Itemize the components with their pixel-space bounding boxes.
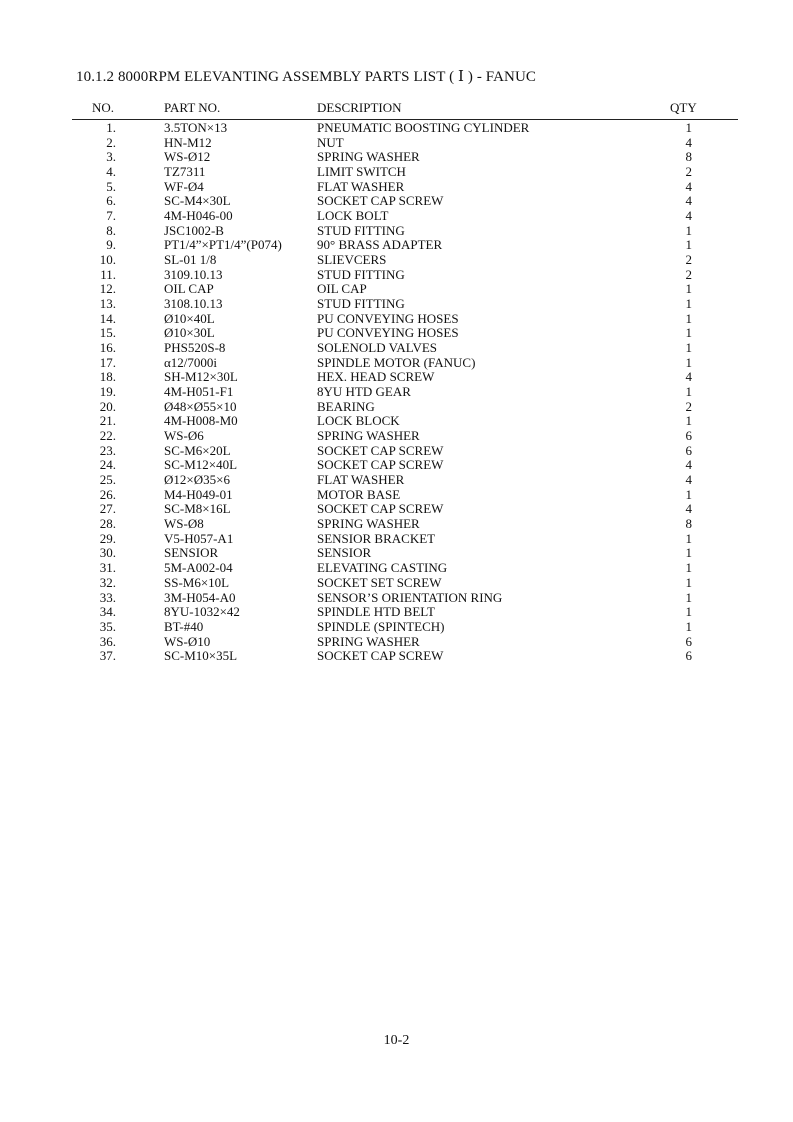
header-part-no: PART NO.	[164, 100, 221, 115]
part-number: PHS520S-8	[164, 340, 226, 356]
description: SPRING WASHER	[317, 428, 420, 444]
description: STUD FITTING	[317, 222, 405, 238]
quantity: 6	[685, 633, 692, 649]
description: PU CONVEYING HOSES	[317, 310, 459, 326]
row-number: 13.	[99, 296, 116, 312]
part-number: HN-M12	[164, 134, 212, 150]
row-number: 20.	[99, 398, 116, 414]
part-number: TZ7311	[164, 164, 206, 180]
table-row	[0, 326, 793, 341]
table-row	[0, 136, 793, 151]
description: SENSIOR	[317, 545, 372, 561]
table-row	[0, 473, 793, 488]
table-row	[0, 591, 793, 606]
description: STUD FITTING	[317, 266, 405, 282]
table-row	[0, 488, 793, 503]
table-row	[0, 238, 793, 253]
description: SOCKET CAP SCREW	[317, 193, 444, 209]
quantity: 1	[685, 560, 692, 576]
description: LIMIT SWITCH	[317, 164, 406, 180]
description: FLAT WASHER	[317, 472, 405, 488]
description: SPINDLE (SPINTECH)	[317, 618, 445, 634]
header-qty: QTY	[670, 100, 697, 115]
description: LOCK BLOCK	[317, 413, 400, 429]
part-number: 8YU-1032×42	[164, 604, 240, 620]
row-number: 6.	[106, 193, 116, 209]
table-row	[0, 576, 793, 591]
part-number: 3108.10.13	[164, 296, 223, 312]
part-number: Ø12×Ø35×6	[164, 472, 230, 488]
quantity: 4	[685, 501, 692, 517]
table-row	[0, 194, 793, 209]
description: SOCKET SET SCREW	[317, 574, 442, 590]
quantity: 4	[685, 472, 692, 488]
table-row	[0, 444, 793, 459]
quantity: 1	[685, 310, 692, 326]
description: SENSOR’S ORIENTATION RING	[317, 589, 503, 605]
row-number: 31.	[99, 560, 116, 576]
table-row	[0, 414, 793, 429]
row-number: 3.	[106, 149, 116, 165]
quantity: 1	[685, 604, 692, 620]
part-number: α12/7000i	[164, 354, 218, 370]
quantity: 8	[685, 516, 692, 532]
row-number: 26.	[99, 486, 116, 502]
table-row	[0, 546, 793, 561]
row-number: 11.	[100, 266, 116, 282]
part-number: 4M-H046-00	[164, 208, 233, 224]
quantity: 1	[685, 384, 692, 400]
table-row	[0, 224, 793, 239]
part-number: SH-M12×30L	[164, 369, 238, 385]
quantity: 1	[685, 281, 692, 297]
table-row	[0, 385, 793, 400]
row-number: 17.	[99, 354, 116, 370]
table-row	[0, 370, 793, 385]
quantity: 4	[685, 208, 692, 224]
description: SOLENOLD VALVES	[317, 340, 438, 356]
part-number: SC-M6×20L	[164, 442, 231, 458]
row-number: 37.	[99, 648, 116, 664]
row-number: 1.	[106, 120, 116, 135]
quantity: 6	[685, 648, 692, 664]
row-number: 36.	[99, 633, 116, 649]
quantity: 1	[685, 574, 692, 590]
row-number: 2.	[106, 134, 116, 150]
description: FLAT WASHER	[317, 178, 405, 194]
part-number: 3.5TON×13	[164, 120, 228, 135]
part-number: M4-H049-01	[164, 486, 233, 502]
part-number: 4M-H008-M0	[164, 413, 238, 429]
quantity: 2	[685, 398, 692, 414]
quantity: 8	[685, 149, 692, 165]
row-number: 4.	[106, 164, 116, 180]
table-row	[0, 165, 793, 180]
quantity: 1	[685, 545, 692, 561]
page-number: 10-2	[383, 1033, 410, 1048]
table-row	[0, 341, 793, 356]
description: SLIEVCERS	[317, 252, 387, 268]
row-number: 23.	[99, 442, 116, 458]
part-number: Ø10×30L	[164, 325, 215, 341]
description: SPRING WASHER	[317, 633, 420, 649]
row-number: 15.	[99, 325, 116, 341]
table-row	[0, 517, 793, 532]
row-number: 14.	[99, 310, 116, 326]
quantity: 1	[685, 530, 692, 546]
quantity: 2	[685, 164, 692, 180]
table-row	[0, 429, 793, 444]
table-row	[0, 209, 793, 224]
parts-table	[0, 121, 793, 664]
part-number: 5M-A002-04	[164, 560, 233, 576]
description: SOCKET CAP SCREW	[317, 648, 444, 664]
row-number: 27.	[99, 501, 116, 517]
quantity: 1	[685, 340, 692, 356]
part-number: SC-M4×30L	[164, 193, 231, 209]
row-number: 30.	[99, 545, 116, 561]
header-description: DESCRIPTION	[317, 100, 402, 115]
table-row	[0, 356, 793, 371]
table-row	[0, 649, 793, 664]
description: HEX. HEAD SCREW	[317, 369, 435, 385]
description: SPINDLE MOTOR (FANUC)	[317, 354, 476, 370]
table-row	[0, 150, 793, 165]
description: MOTOR BASE	[317, 486, 401, 502]
part-number: WS-Ø12	[164, 149, 211, 165]
quantity: 1	[685, 120, 692, 135]
part-number: PT1/4”×PT1/4”(P074)	[164, 237, 282, 253]
table-header	[0, 100, 793, 116]
part-number: SS-M6×10L	[164, 574, 230, 590]
page-title: 10.1.2 8000RPM ELEVANTING ASSEMBLY PARTS LIST ( Ⅰ ) - FANUC	[76, 69, 537, 85]
header-no: NO.	[92, 100, 115, 115]
part-number: WS-Ø6	[164, 428, 204, 444]
row-number: 33.	[99, 589, 116, 605]
description: 90° BRASS ADAPTER	[317, 237, 443, 253]
quantity: 1	[685, 222, 692, 238]
row-number: 10.	[99, 252, 116, 268]
quantity: 4	[685, 193, 692, 209]
part-number: SC-M8×16L	[164, 501, 231, 517]
part-number: 3M-H054-A0	[164, 589, 236, 605]
description: 8YU HTD GEAR	[317, 384, 411, 400]
row-number: 32.	[99, 574, 116, 590]
row-number: 19.	[99, 384, 116, 400]
quantity: 1	[685, 296, 692, 312]
table-row	[0, 180, 793, 195]
part-number: V5-H057-A1	[164, 530, 234, 546]
table-row	[0, 605, 793, 620]
description: STUD FITTING	[317, 296, 405, 312]
part-number: 3109.10.13	[164, 266, 223, 282]
part-number: SC-M12×40L	[164, 457, 238, 473]
row-number: 7.	[106, 208, 116, 224]
row-number: 16.	[99, 340, 116, 356]
quantity: 1	[685, 589, 692, 605]
description: SENSIOR BRACKET	[317, 530, 436, 546]
part-number: SENSIOR	[164, 545, 219, 561]
quantity: 6	[685, 442, 692, 458]
table-row	[0, 561, 793, 576]
quantity: 1	[685, 618, 692, 634]
description: NUT	[317, 134, 344, 150]
description: PU CONVEYING HOSES	[317, 325, 459, 341]
quantity: 4	[685, 457, 692, 473]
row-number: 8.	[106, 222, 116, 238]
row-number: 21.	[99, 413, 116, 429]
table-row	[0, 400, 793, 415]
part-number: SC-M10×35L	[164, 648, 238, 664]
part-number: SL-01 1/8	[164, 252, 217, 268]
row-number: 34.	[99, 604, 116, 620]
row-number: 5.	[106, 178, 116, 194]
description: SOCKET CAP SCREW	[317, 501, 444, 517]
row-number: 22.	[99, 428, 116, 444]
part-number: BT-#40	[164, 618, 204, 634]
row-number: 12.	[99, 281, 116, 297]
row-number: 18.	[99, 369, 116, 385]
table-row	[0, 620, 793, 635]
table-row	[0, 635, 793, 650]
quantity: 2	[685, 266, 692, 282]
table-row	[0, 502, 793, 517]
quantity: 1	[685, 413, 692, 429]
quantity: 1	[685, 486, 692, 502]
description: PNEUMATIC BOOSTING CYLINDER	[317, 120, 530, 135]
table-row	[0, 282, 793, 297]
part-number: Ø10×40L	[164, 310, 215, 326]
row-number: 25.	[99, 472, 116, 488]
quantity: 2	[685, 252, 692, 268]
description: SPRING WASHER	[317, 149, 420, 165]
part-number: JSC1002-B	[164, 222, 224, 238]
description: SOCKET CAP SCREW	[317, 457, 444, 473]
row-number: 9.	[106, 237, 116, 253]
description: LOCK BOLT	[317, 208, 389, 224]
description: BEARING	[317, 398, 375, 414]
table-row	[0, 312, 793, 327]
row-number: 35.	[99, 618, 116, 634]
table-row	[0, 458, 793, 473]
table-row	[0, 297, 793, 312]
part-number: WF-Ø4	[164, 178, 204, 194]
quantity: 4	[685, 134, 692, 150]
description: SOCKET CAP SCREW	[317, 442, 444, 458]
row-number: 24.	[99, 457, 116, 473]
part-number: OIL CAP	[164, 281, 214, 297]
description: ELEVATING CASTING	[317, 560, 448, 576]
part-number: WS-Ø10	[164, 633, 211, 649]
part-number: 4M-H051-F1	[164, 384, 234, 400]
quantity: 1	[685, 354, 692, 370]
description: OIL CAP	[317, 281, 367, 297]
row-number: 28.	[99, 516, 116, 532]
table-row	[0, 268, 793, 283]
description: SPINDLE HTD BELT	[317, 604, 435, 620]
quantity: 4	[685, 369, 692, 385]
table-row	[0, 253, 793, 268]
part-number: WS-Ø8	[164, 516, 204, 532]
quantity: 4	[685, 178, 692, 194]
quantity: 1	[685, 237, 692, 253]
part-number: Ø48×Ø55×10	[164, 398, 237, 414]
row-number: 29.	[99, 530, 116, 546]
description: SPRING WASHER	[317, 516, 420, 532]
quantity: 1	[685, 325, 692, 341]
quantity: 6	[685, 428, 692, 444]
table-row	[0, 532, 793, 547]
table-row	[0, 121, 793, 136]
